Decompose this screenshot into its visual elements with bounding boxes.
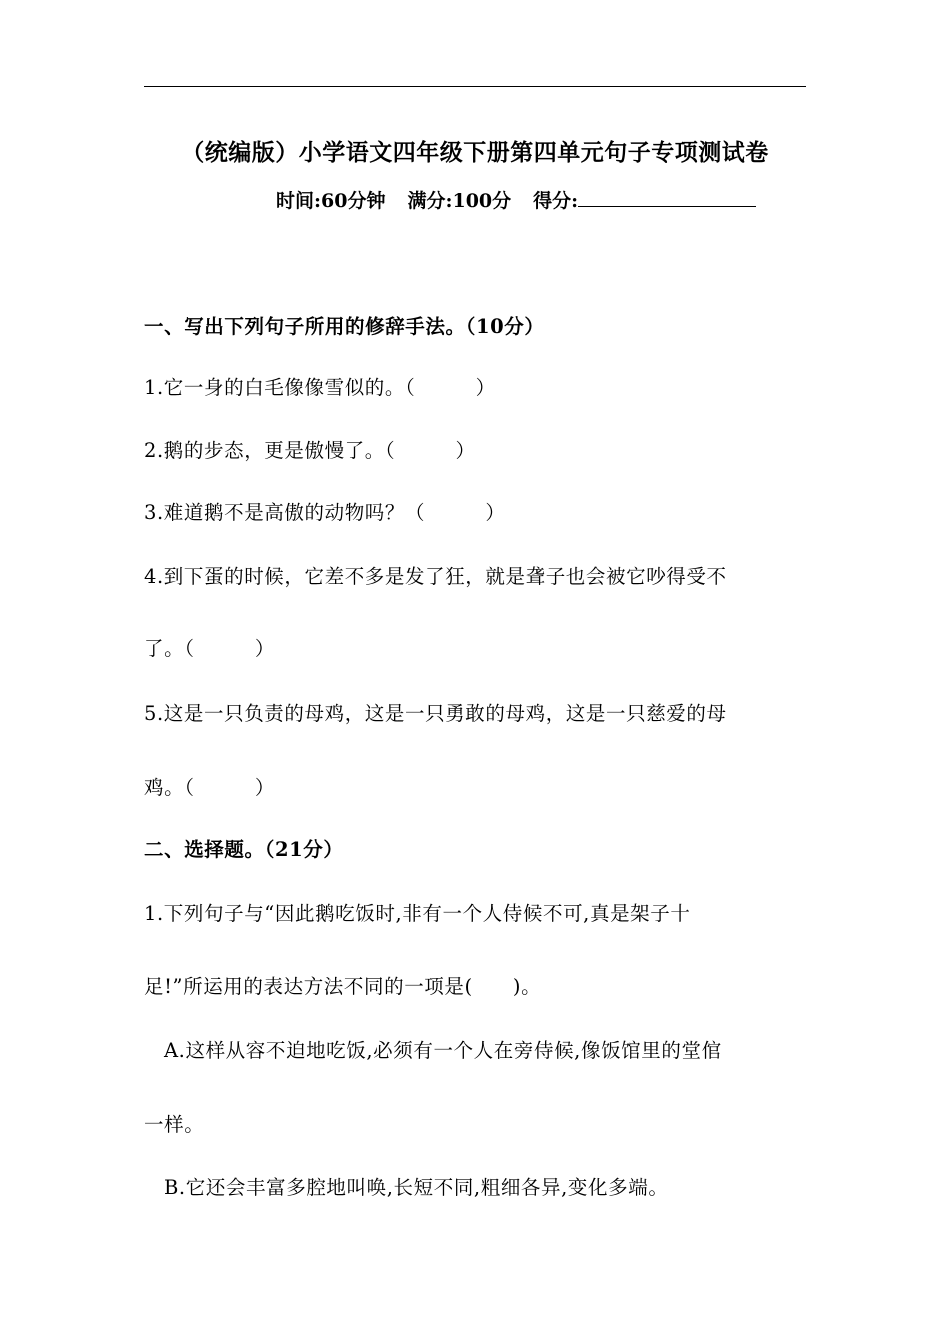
question-1-4-line-2: 了。（ ） <box>144 637 275 660</box>
question-1-3: 3.难道鹅不是高傲的动物吗？（ ） <box>144 501 506 524</box>
time-limit: 时间:60分钟 <box>276 190 386 212</box>
question-1-5-line-1: 5.这是一只负责的母鸡，这是一只勇敢的母鸡，这是一只慈爱的母 <box>144 702 727 725</box>
question-2-1-line-2: 足!”所运用的表达方法不同的一项是( )。 <box>144 975 542 998</box>
score-label: 得分: <box>533 190 579 212</box>
page-title: （统编版）小学语文四年级下册第四单元句子专项测试卷 <box>181 139 769 166</box>
question-1-2: 2.鹅的步态，更是傲慢了。（ ） <box>144 439 476 462</box>
question-2-1-line-1: 1.下列句子与“因此鹅吃饭时,非有一个人侍候不可,真是架子十 <box>144 902 691 925</box>
question-1-1: 1.它一身的白毛像像雪似的。（ ） <box>144 376 496 399</box>
option-a-line-1: A.这样从容不迫地吃饭,必须有一个人在旁侍候,像饭馆里的堂倌 <box>164 1039 722 1062</box>
section-2-heading: 二、选择题。（21分） <box>144 838 344 861</box>
full-score: 满分:100分 <box>407 190 512 212</box>
score-blank <box>578 188 756 207</box>
exam-meta <box>276 186 756 213</box>
section-1-heading: 一、写出下列句子所用的修辞手法。（10分） <box>144 315 545 338</box>
question-1-4-line-1: 4.到下蛋的时候，它差不多是发了狂，就是聋子也会被它吵得受不 <box>144 565 727 588</box>
option-b: B.它还会丰富多腔地叫唤,长短不同,粗细各异,变化多端。 <box>164 1176 669 1199</box>
option-a-line-2: 一样。 <box>144 1113 205 1136</box>
question-1-5-line-2: 鸡。（ ） <box>144 776 275 799</box>
top-rule <box>144 86 806 87</box>
